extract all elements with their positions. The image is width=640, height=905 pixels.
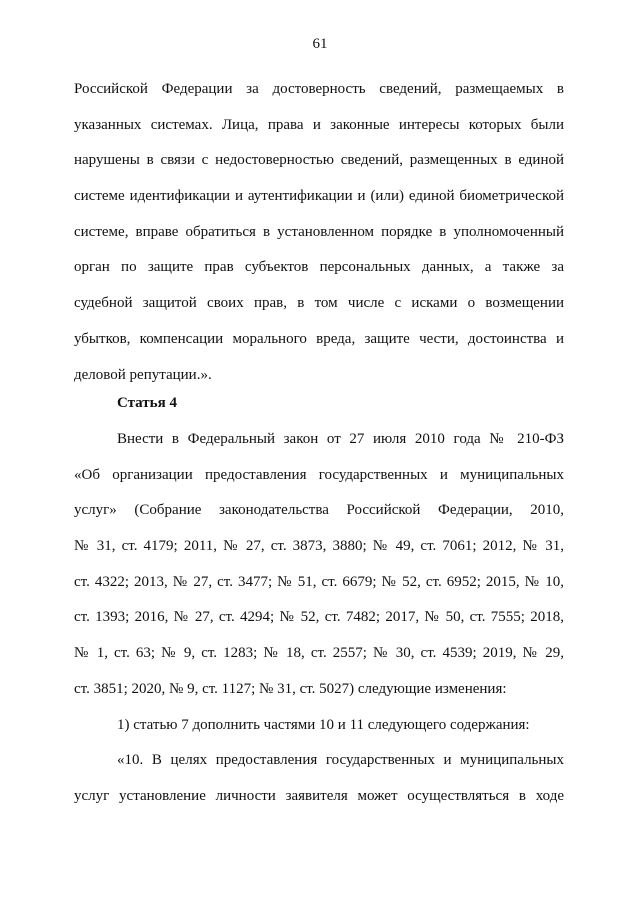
text-line: нарушены в связи с недостоверностью сведений, размещенных в единой xyxy=(74,152,564,169)
text-line: системе идентификации и аутентификации и (или) единой биометрической xyxy=(74,188,564,205)
text-line: № 1, ст. 63; № 9, ст. 1283; № 18, ст. 2557; № 30, ст. 4539; 2019, № 29, xyxy=(74,645,564,662)
paragraph-continuation xyxy=(74,72,564,393)
text-line: Внести в Федеральный закон от 27 июля 2010 года № 210-ФЗ xyxy=(117,431,564,447)
text-line: услуг установление личности заявителя может осуществляться в ходе xyxy=(74,787,564,804)
text-line: деловой репутации.». xyxy=(74,366,212,383)
page-number: 61 xyxy=(312,36,328,52)
article-body xyxy=(74,422,564,815)
text-line: ст. 3851; 2020, № 9, ст. 1127; № 31, ст. 5027) следующие изменения: xyxy=(74,680,507,697)
text-line: орган по защите прав субъектов персональных данных, а также за xyxy=(74,259,564,276)
text-line: ст. 1393; 2016, № 27, ст. 4294; № 52, ст. 7482; 2017, № 50, ст. 7555; 2018, xyxy=(74,609,564,626)
text-line: указанных системах. Лица, права и законные интересы которых были xyxy=(74,116,564,133)
text-line: судебной защитой своих прав, в том числе с исками о возмещении xyxy=(74,295,564,312)
text-line: 1) статью 7 дополнить частями 10 и 11 следующего содержания: xyxy=(117,716,530,733)
text-line: № 31, ст. 4179; 2011, № 27, ст. 3873, 3880; № 49, ст. 7061; 2012, № 31, xyxy=(74,538,564,555)
text-line: системе, вправе обратиться в установленном порядке в уполномоченный xyxy=(74,223,564,240)
text-line: Российской Федерации за достоверность сведений, размещаемых в xyxy=(74,81,564,97)
article-heading-text: Статья 4 xyxy=(117,395,177,411)
text-line: убытков, компенсации морального вреда, защите чести, достоинства и xyxy=(74,330,564,347)
article-heading xyxy=(74,386,564,422)
text-line: «10. В целях предоставления государственных и муниципальных xyxy=(117,752,564,769)
text-line: «Об организации предоставления государственных и муниципальных xyxy=(74,466,564,483)
text-line: ст. 4322; 2013, № 27, ст. 3477; № 51, ст. 6679; № 52, ст. 6952; 2015, № 10, xyxy=(74,573,564,590)
text-line: услуг» (Собрание законодательства Российской Федерации, 2010, xyxy=(74,502,564,519)
